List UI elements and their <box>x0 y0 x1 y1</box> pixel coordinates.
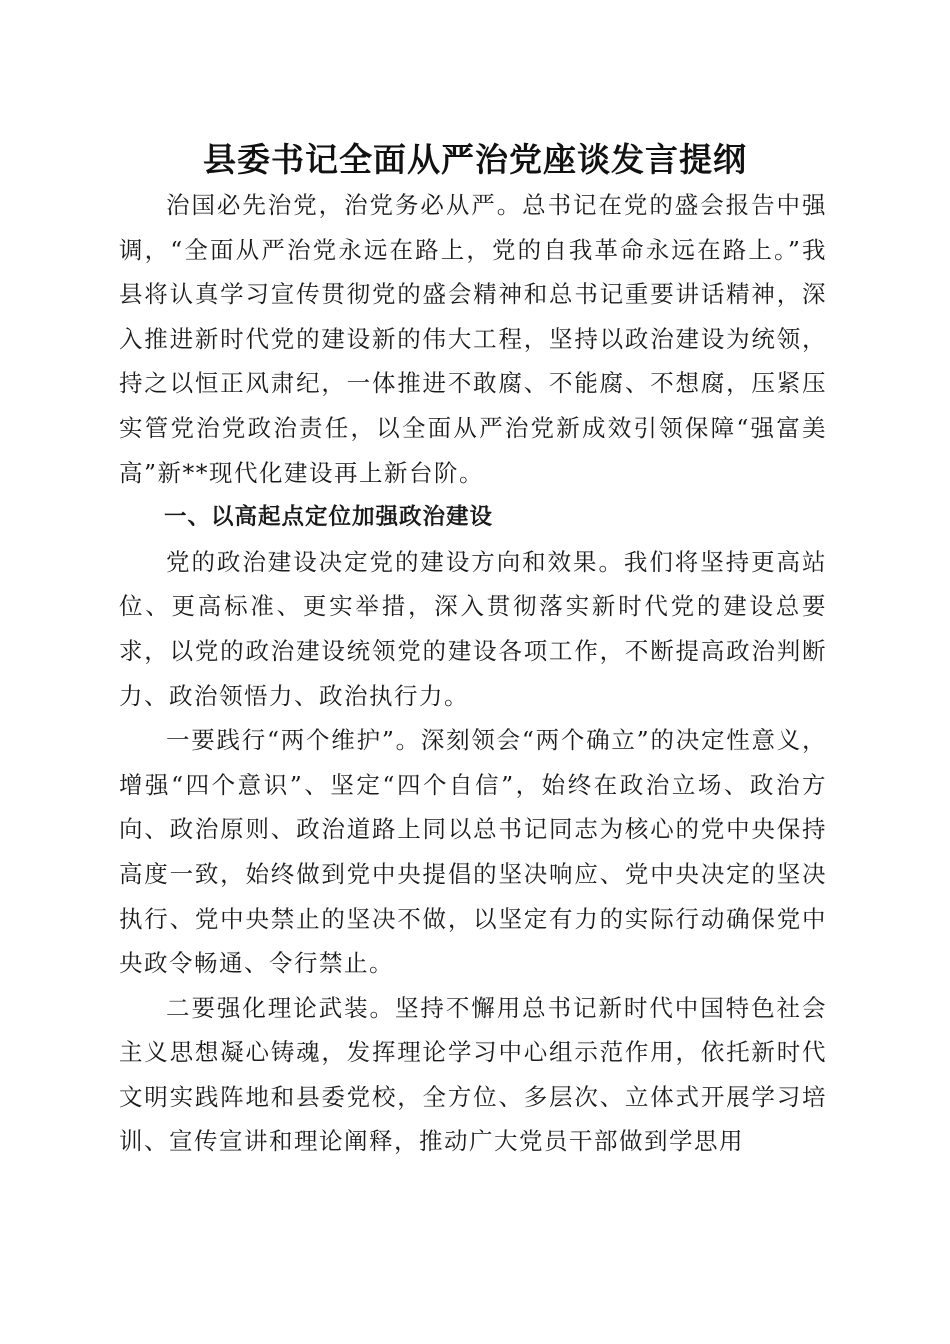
intro-paragraph: 治国必先治党，治党务必从严。总书记在党的盛会报告中强调，“全面从严治党永远在路上，党的自我革命永远在路上。”我县将认真学习宣传贯彻党的盛会精神和总书记重要讲话精神，深入推进新时代党的建设新的伟大工程，坚持以政治建设为统领，持之以恒正风肃纪，一体推进不敢腐、不能腐、不想腐，压紧压实管党治党政治责任，以全面从严治党新成效引领保障“强富美高”新**现代化建设再上新台阶。 <box>119 191 827 487</box>
document-body <box>119 183 827 1164</box>
document-title: 县委书记全面从严治党座谈发言提纲 <box>203 140 747 179</box>
section-heading-1: 一、以高起点定位加强政治建设 <box>164 504 494 531</box>
point-2-paragraph: 二要强化理论武装。坚持不懈用总书记新时代中国特色社会主义思想凝心铸魂，发挥理论学习中心组示范作用，依托新时代文明实践阵地和县委党校，全方位、多层次、立体式开展学习培训、宣传宣讲和理论阐释，推动广大党员干部做到学思用 <box>119 993 827 1156</box>
section-1-paragraph: 党的政治建设决定党的建设方向和效果。我们将坚持更高站位、更高标准、更实举措，深入贯彻落实新时代党的建设总要求，以党的政治建设统领党的建设各项工作，不断提高政治判断力、政治领悟力、政治执行力。 <box>119 547 827 710</box>
point-1-paragraph: 一要践行“两个维护”。深刻领会“两个确立”的决定性意义，增强“四个意识”、坚定“四个自信”，始终在政治立场、政治方向、政治原则、政治道路上同以总书记同志为核心的党中央保持高度一致，始终做到党中央提倡的坚决响应、党中央决定的坚决执行、党中央禁止的坚决不做，以坚定有力的实际行动确保党中央政令畅通、令行禁止。 <box>119 726 827 978</box>
